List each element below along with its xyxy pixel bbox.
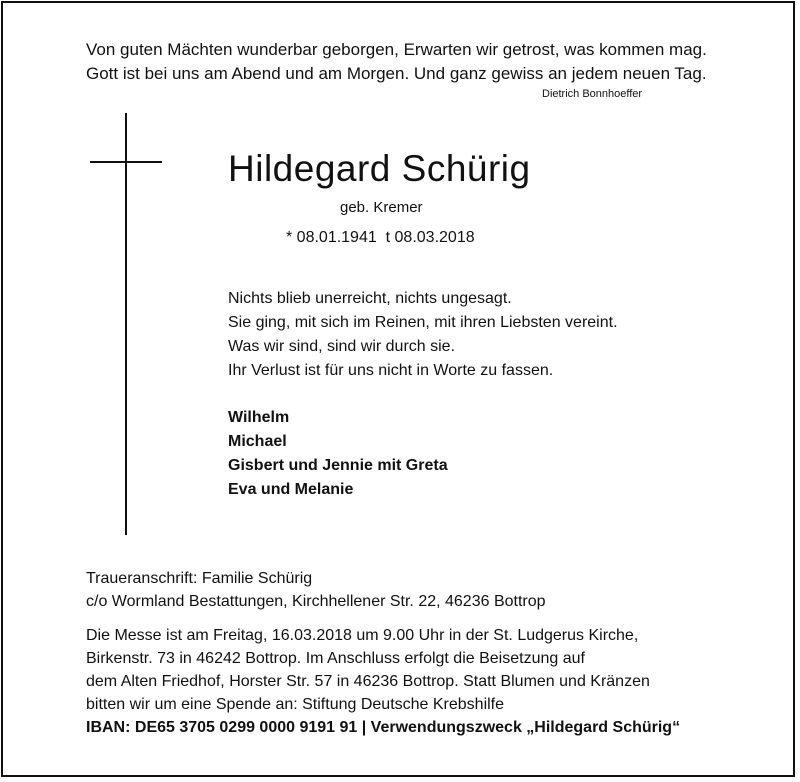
family-member: Wilhelm	[228, 409, 290, 426]
deceased-name: Hildegard Schürig	[228, 148, 531, 189]
mourning-address	[86, 567, 546, 613]
service-line: Birkenstr. 73 in 46242 Bottrop. Im Anschluss erfolgt die Beisetzung auf	[86, 650, 585, 667]
birth-name: geb. Kremer	[340, 199, 423, 216]
birth-date: * 08.01.1941	[286, 229, 377, 246]
cross-icon-bar	[90, 161, 162, 163]
poem-line: Nichts blieb unerreicht, nichts ungesagt.	[228, 290, 512, 307]
family-member: Gisbert und Jennie mit Greta	[228, 457, 448, 474]
service-info	[86, 624, 680, 739]
motto-line: Gott ist bei uns am Abend und am Morgen. Und ganz gewiss an jedem neuen Tag.	[86, 64, 707, 83]
family-list	[228, 406, 448, 502]
family-member: Michael	[228, 433, 287, 450]
service-line: dem Alten Friedhof, Horster Str. 57 in 46236 Bottrop. Statt Blumen und Kränzen	[86, 673, 650, 690]
family-member: Eva und Melanie	[228, 481, 354, 498]
death-date: t 08.03.2018	[385, 229, 475, 246]
address-line: c/o Wormland Bestattungen, Kirchhellener Str. 22, 46236 Bottrop	[86, 593, 546, 610]
motto-line: Von guten Mächten wunderbar geborgen, Erwarten wir getrost, was kommen mag.	[86, 40, 707, 59]
cross-icon	[125, 113, 127, 535]
poem	[228, 287, 618, 383]
address-line: Traueranschrift: Familie Schürig	[86, 570, 313, 587]
poem-line: Ihr Verlust ist für uns nicht in Worte zu fassen.	[228, 362, 554, 379]
poem-line: Was wir sind, sind wir durch sie.	[228, 338, 456, 355]
poem-line: Sie ging, mit sich im Reinen, mit ihren Liebsten vereint.	[228, 314, 618, 331]
service-line: Die Messe ist am Freitag, 16.03.2018 um 9.00 Uhr in der St. Ludgerus Kirche,	[86, 627, 639, 644]
motto-quote	[86, 38, 726, 100]
motto-author: Dietrich Bonnhoeffer	[542, 88, 643, 100]
life-dates	[286, 227, 475, 249]
iban-line: IBAN: DE65 3705 0299 0000 9191 91 | Verwendungszweck „Hildegard Schürig“	[86, 719, 681, 736]
service-line: bitten wir um eine Spende an: Stiftung Deutsche Krebshilfe	[86, 696, 505, 713]
